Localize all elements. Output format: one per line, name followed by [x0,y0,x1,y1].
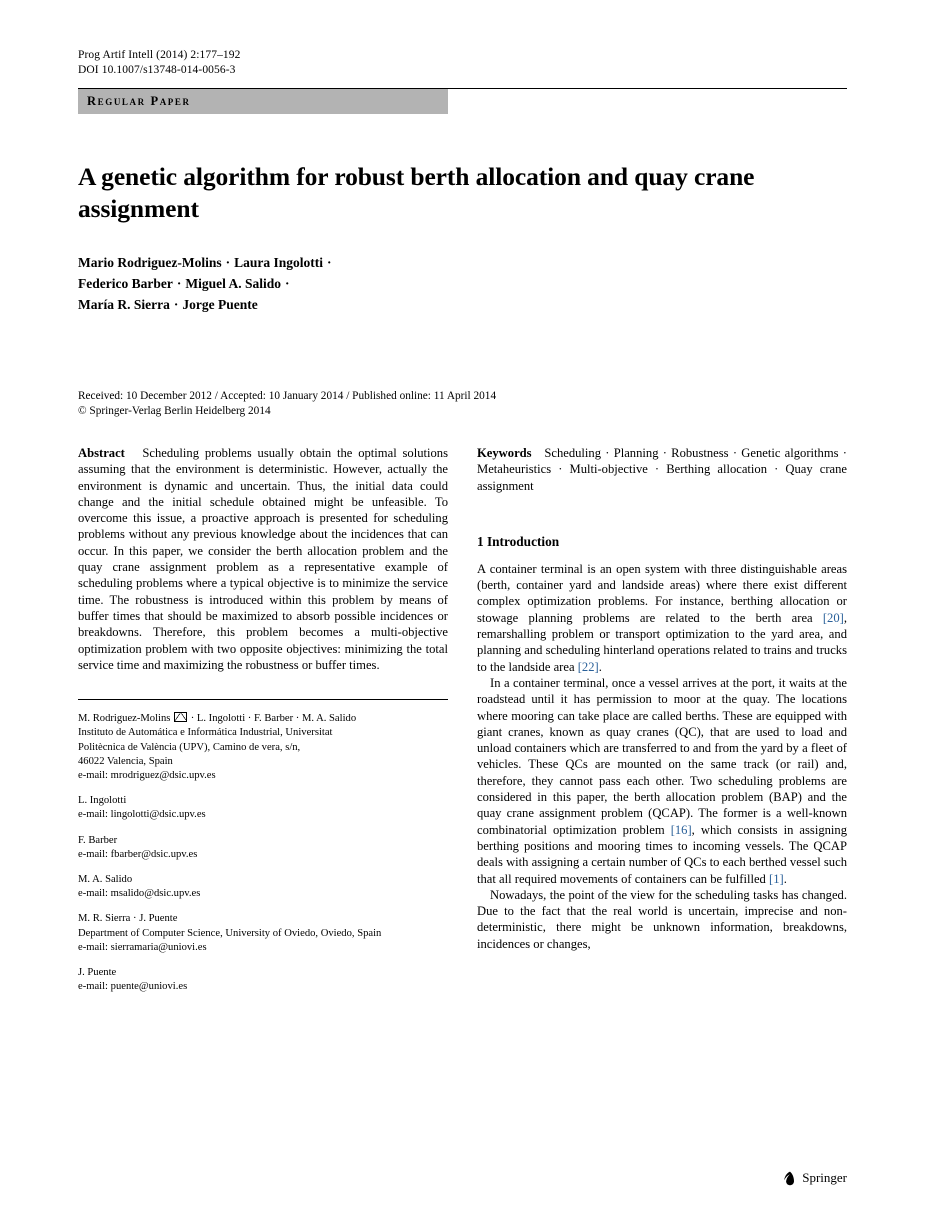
affiliation-divider [78,699,448,700]
author-name: Miguel A. Salido [185,276,281,291]
author-separator: · [225,255,231,270]
journal-header [78,48,847,77]
author-separator: · [176,276,182,291]
affiliation-author: J. Puente [78,967,117,978]
affiliation-line: Department of Computer Science, University of Oviedo, Oviedo, Spain [78,927,382,939]
affiliation-block [78,712,448,994]
author-list [78,252,847,315]
affiliation-email: e-mail: mrodriguez@dsic.upv.es [78,769,216,781]
publication-dates [78,389,847,419]
two-column-body [78,445,847,1005]
author-name: Laura Ingolotti [234,255,324,270]
keywords-label: Keywords [477,446,532,460]
citation-link[interactable]: [16] [670,822,692,837]
envelope-icon [174,712,187,722]
affiliation-entry [78,966,448,994]
copyright-line: © Springer-Verlag Berlin Heidelberg 2014 [78,405,271,417]
doi-line: DOI 10.1007/s13748-014-0056-3 [78,63,236,76]
affiliation-email: e-mail: msalido@dsic.upv.es [78,888,201,900]
section-heading-introduction: 1 Introduction [477,533,560,549]
citation-link[interactable]: [1] [769,871,784,886]
author-name: Jorge Puente [182,297,258,312]
journal-reference: Prog Artif Intell (2014) 2:177–192 [78,49,241,61]
page-title: A genetic algorithm for robust berth allocation and quay crane assignment [78,162,755,223]
abstract-block [78,445,448,673]
affiliation-author: F. Barber [78,834,118,846]
affiliation-entry [78,794,448,822]
affiliation-author: M. R. Sierra · J. Puente [78,913,178,925]
affiliation-email: e-mail: puente@uniovi.es [78,981,188,993]
abstract-label: Abstract [78,446,125,460]
author-name: Federico Barber [78,276,173,291]
affiliation-author: L. Ingolotti [78,795,127,807]
affiliation-email: e-mail: fbarber@dsic.upv.es [78,848,198,860]
affiliation-line: 46022 Valencia, Spain [78,755,173,767]
affiliation-author: M. Rodriguez-Molins [78,713,171,725]
left-column [78,445,448,1005]
affiliation-coauthors: · L. Ingolotti · F. Barber · M. A. Salido [190,713,357,725]
springer-logo-icon [783,1171,797,1186]
keywords-block [477,445,847,494]
right-column [477,445,847,1005]
affiliation-email: e-mail: lingolotti@dsic.upv.es [78,809,206,821]
affiliation-entry [78,912,448,955]
affiliation-line: Instituto de Automática e Informática Industrial, Universitat [78,727,333,739]
section-body-introduction [477,561,847,952]
abstract-text: Scheduling problems usually obtain the optimal solutions assuming that the environment is deterministic. However, actually the environment is dynamic and uncertain. Thus, the initial data could change and the initial schedule obtained might be unfeasible. To overcome this issue, a proactive approach is presented for scheduling problems without any previous knowledge about the incidences that can occur. In this paper, we consider the berth allocation problem and the quay crane assignment problem as a representative example of scheduling problems where a typical objective is to minimize the service time. The robustness is introduced within this problem by means of buffer times that should be maximized to absorb possible incidences or breakdowns. Therefore, this problem becomes a multi-objective optimization problem with two opposite objectives: minimizing the total service time and maximizing the robustness or buffer times. [78,446,448,672]
citation-link[interactable]: [20] [822,610,844,625]
citation-link[interactable]: [22] [577,659,599,674]
affiliation-email: e-mail: sierramaria@uniovi.es [78,941,207,953]
keywords-text: Scheduling · Planning · Robustness · Genetic algorithms · Metaheuristics · Multi-objective · Berthing allocation · Quay crane assignment [477,446,847,493]
received-accepted-line: Received: 10 December 2012 / Accepted: 10 January 2014 / Published online: 11 April 2014 [78,390,497,402]
author-separator: · [285,276,290,291]
author-name: Mario Rodriguez-Molins [78,255,222,270]
paragraph: Nowadays, the point of the view for the scheduling tasks has changed. Due to the fact that the real world is uncertain, imprecise and non-deterministic, there might be unknown information, breakdowns, incidences or changes, [477,887,847,951]
author-separator: · [173,297,179,312]
author-name: María R. Sierra [78,297,170,312]
publisher-name: Springer [802,1170,847,1185]
affiliation-author: M. A. Salido [78,873,133,885]
affiliation-entry [78,834,448,862]
affiliation-entry [78,712,448,783]
author-separator: · [327,255,332,270]
paragraph: A container terminal is an open system with three distinguishable areas (berth, container yard and landside areas) where there exist different complex optimization problems. For instance, berthing allocation or stowage planning problems are related to the berth area [20], remarshalling problem or transport optimization to the yard area, and planning and scheduling hinterland operations related to trains and trucks to the landside area [22]. [477,561,847,674]
page-footer [783,1170,847,1186]
paper-type-badge: Regular Paper [78,89,448,114]
paragraph: In a container terminal, once a vessel arrives at the port, it waits at the roadstead until it has permission to moor at the quay. The locations where mooring can take place are called berths. These are equipped with giant cranes, known as quay cranes (QC), that are used to load and unload containers which are transferred to and from the yard by a fleet of vehicles. These QCs are mounted on the same track (or rail) and, therefore, they cannot pass each other. Two scheduling problems are considered in this paper, the berth allocation problem (BAP) and the quay crane assignment problem (QCAP). The former is a well-known combinatorial optimization problem [16], which consists in assigning berthing positions and mooring times to incoming vessels. The QCAP deals with assigning a certain number of QCs to each berthed vessel such that all required movements of containers can be fulfilled [1]. [477,675,848,886]
affiliation-entry [78,873,448,901]
affiliation-line: Politècnica de València (UPV), Camino de vera, s/n, [78,741,301,753]
